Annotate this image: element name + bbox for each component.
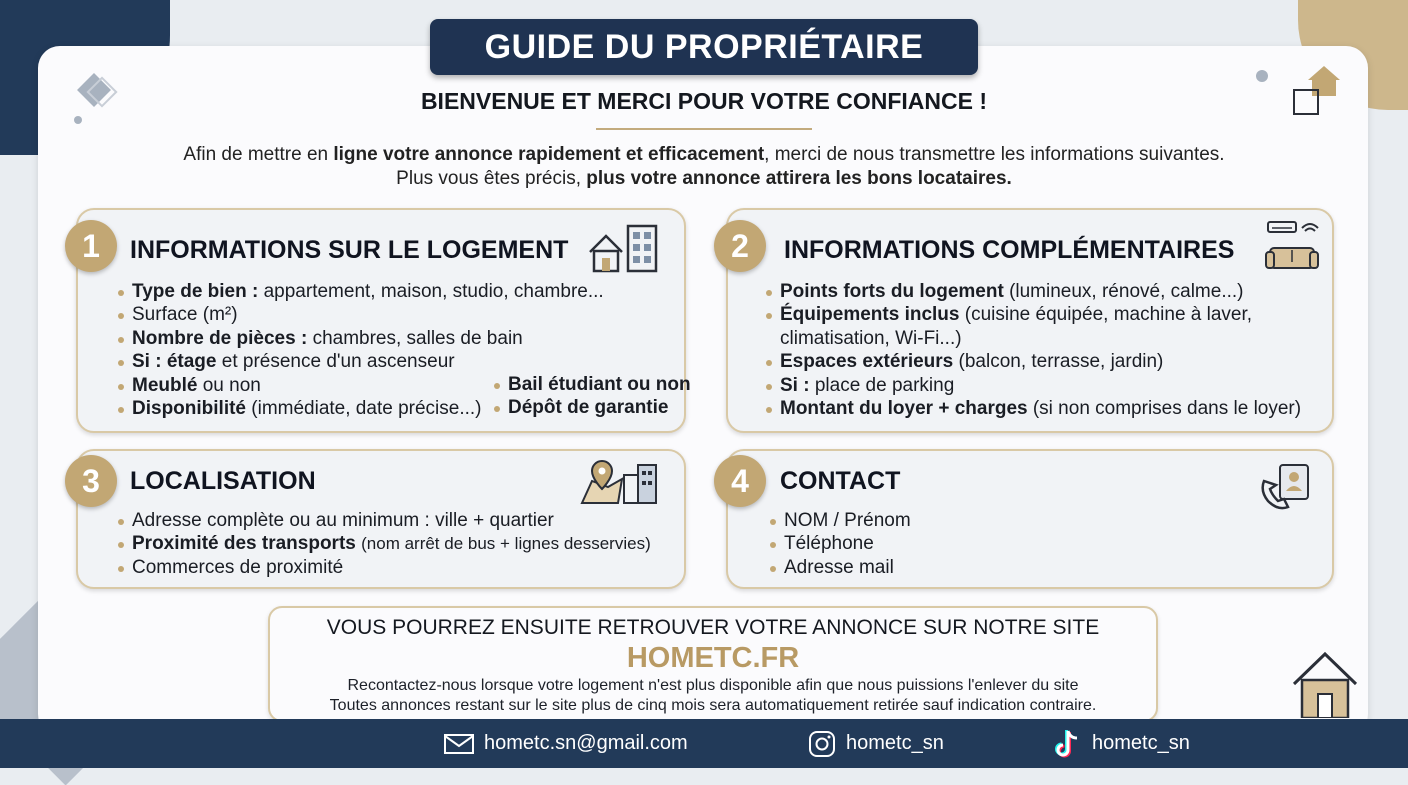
text-run: (lumineux, rénové, calme...) [1009, 281, 1244, 302]
page-title: GUIDE DU PROPRIÉTAIRE [484, 27, 924, 66]
list-item [766, 374, 1301, 397]
footer-email[interactable] [444, 719, 688, 768]
bold-text: Nombre de pièces : [132, 327, 313, 349]
list-item [118, 350, 604, 373]
title-banner [430, 19, 978, 75]
list-item [118, 303, 604, 326]
text-run: (nom arrêt de bus + lignes desservies) [361, 534, 651, 554]
list-item [118, 280, 604, 303]
section-title: CONTACT [780, 467, 901, 495]
subtitle: BIENVENUE ET MERCI POUR VOTRE CONFIANCE ! [420, 88, 988, 114]
intro-line-1 [0, 144, 1408, 166]
text-run: Afin de mettre en [183, 144, 334, 165]
map-pin-city-icon [578, 457, 664, 507]
building-house-icon [586, 222, 662, 274]
list-item [770, 556, 911, 579]
bold-text: Équipements inclus [780, 304, 965, 326]
text-run: Plus vous êtes précis, [396, 168, 587, 189]
list-item [118, 532, 651, 555]
section-number-badge: 3 [65, 455, 117, 507]
text-run: NOM / Prénom [784, 510, 911, 531]
footer-tiktok[interactable] [1052, 719, 1190, 768]
bold-text: Type de bien : [132, 281, 264, 302]
list-item [494, 396, 691, 419]
text-run: et présence d'un ascenseur [221, 351, 455, 373]
list-item [118, 509, 651, 532]
website-url[interactable]: HOMETC.FR [626, 642, 800, 674]
text-run: , merci de nous transmettre les informations suivantes. [764, 144, 1225, 165]
list-item [770, 509, 911, 532]
website-note-1: Recontactez-nous lorsque votre logement n'est plus disponible afin que nous puissions l'enlever du site [347, 677, 1079, 694]
footer-instagram[interactable] [808, 719, 944, 768]
website-note-2: Toutes annonces restant sur le site plus de cinq mois sera automatiquement retirée sauf indication contraire. [329, 697, 1097, 714]
text-run: Adresse mail [784, 556, 894, 578]
section-additional-info [726, 208, 1334, 433]
bold-text: Meublé [132, 374, 203, 396]
list-item [766, 397, 1301, 420]
mail-icon [444, 733, 474, 755]
footer-bar [0, 719, 1408, 768]
contact-list [770, 509, 911, 579]
text-run: chambres, salles de bain [312, 327, 523, 349]
text-run: ou non [202, 374, 261, 396]
bold-text: Dépôt de garantie [508, 397, 669, 419]
text-run: (immédiate, date précise...) [251, 398, 482, 420]
bold-text: Espaces extérieurs [780, 351, 959, 373]
text-run: appartement, maison, studio, chambre... [263, 281, 604, 302]
bold-text: Bail étudiant ou non [508, 374, 691, 395]
section-title: LOCALISATION [130, 467, 316, 495]
email-text: hometc.sn@gmail.com [484, 732, 688, 754]
bold-text: Si : étage [132, 351, 222, 373]
list-item [494, 373, 691, 396]
section-contact [726, 449, 1334, 589]
sofa-ac-wifi-icon [1264, 218, 1320, 276]
text-run: climatisation, Wi-Fi...) [780, 327, 962, 349]
bold-text: plus votre annonce attirera les bons locataires. [586, 168, 1012, 189]
list-item [766, 303, 1301, 326]
instagram-handle: hometc_sn [846, 732, 944, 754]
text-run: (balcon, terrasse, jardin) [958, 351, 1164, 373]
phone-contact-icon [1258, 461, 1314, 515]
text-run: ou au minimum : ville + quartier [289, 510, 554, 531]
bold-text: Proximité des transports [132, 533, 362, 555]
list-item [118, 327, 604, 350]
text-run: Surface (m²) [132, 304, 238, 326]
bold-text: Disponibilité [132, 398, 252, 420]
section-number-badge: 1 [65, 220, 117, 272]
location-list [118, 509, 651, 579]
tiktok-icon [1052, 728, 1082, 760]
text-run: Adresse complète [132, 510, 290, 531]
bold-text: Montant du loyer + charges [780, 398, 1033, 420]
section-title: INFORMATIONS COMPLÉMENTAIRES [784, 236, 1235, 264]
additional-info-list [766, 280, 1301, 420]
text-run: (cuisine équipée, machine à laver, [964, 304, 1253, 326]
website-heading: VOUS POURREZ ENSUITE RETROUVER VOTRE ANNONCE SUR NOTRE SITE [326, 616, 1100, 639]
house-outline-icon [1290, 650, 1360, 718]
section-location [76, 449, 686, 589]
list-item [766, 280, 1301, 303]
section-housing-info [76, 208, 691, 433]
list-item [766, 350, 1301, 373]
list-item [770, 532, 911, 555]
instagram-icon [808, 730, 836, 758]
section-title: INFORMATIONS SUR LE LOGEMENT [130, 236, 569, 264]
intro-line-2 [0, 168, 1408, 190]
text-run: Commerces de proximité [132, 556, 344, 578]
tiktok-handle: hometc_sn [1092, 732, 1190, 754]
website-box [268, 606, 1158, 722]
list-item [766, 327, 1301, 350]
text-run: place de parking [814, 374, 955, 396]
text-run: Téléphone [784, 533, 874, 555]
housing-info-side-list [494, 373, 691, 420]
title-divider [596, 128, 812, 130]
text-run: (si non comprises dans le loyer) [1032, 398, 1302, 420]
bold-text: Si : [780, 374, 815, 396]
bold-text: Points forts du logement [780, 281, 1010, 302]
section-number-badge: 4 [714, 455, 766, 507]
list-item [118, 556, 651, 579]
bold-text: ligne votre annonce rapidement et efficacement [333, 144, 765, 165]
section-number-badge: 2 [714, 220, 766, 272]
